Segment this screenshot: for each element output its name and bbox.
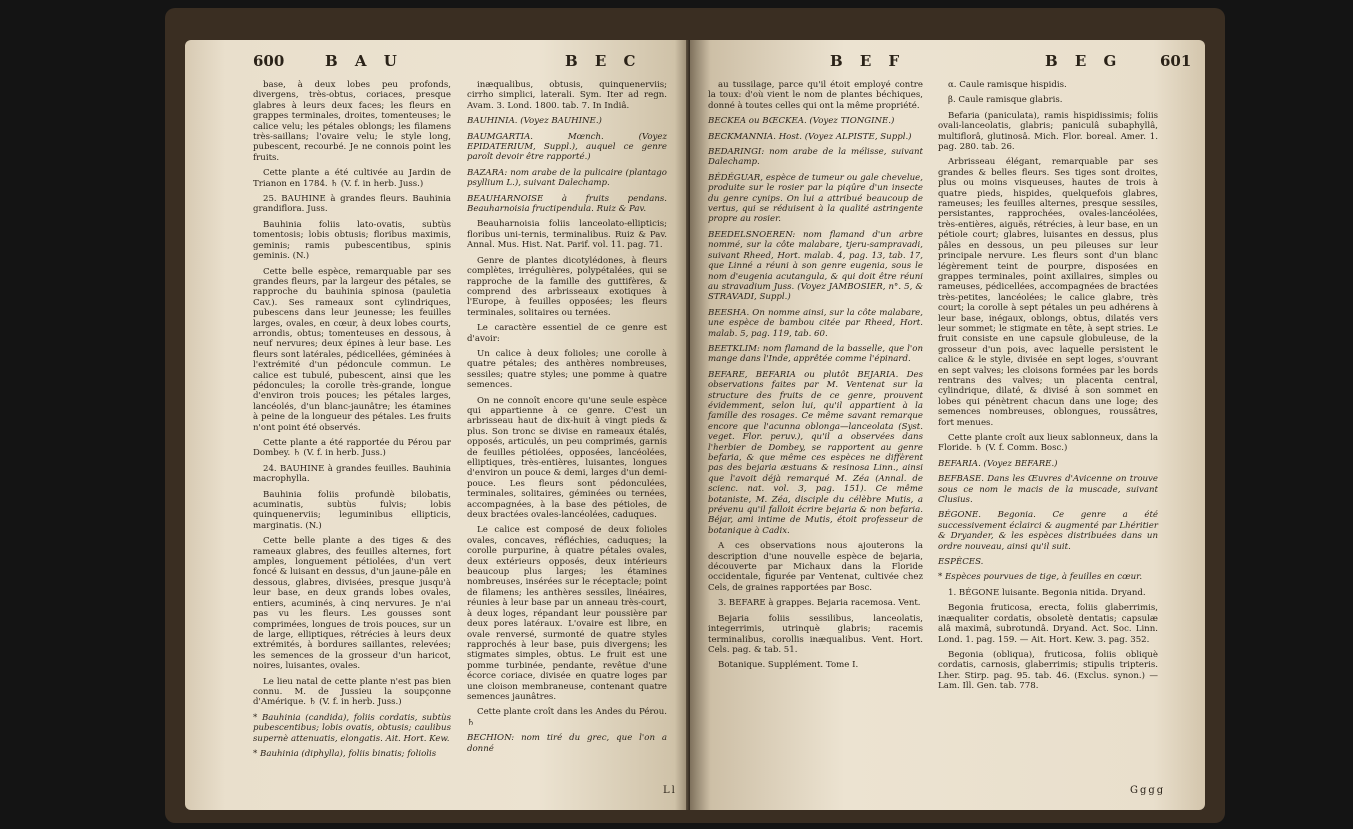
paragraph: BEFARIA. (Voyez BEFARE.)	[938, 458, 1058, 469]
right-column-2	[938, 80, 1158, 697]
paragraph: Beauharnoisia foliis lanceolato-ellipticis; floribus uni-ternis, terminalibus. Ruiz & Pav. Annal. Mus. Hist. Nat. Parif. vol. 11. pag. 71.	[467, 219, 667, 251]
paragraph: Bauhinia foliis lato-ovatis, subtùs tomentosis; lobis obtusis; floribus maximis, geminis; ramis pubescentibus, spinis geminis. (N.)	[253, 219, 451, 262]
paragraph: au tussilage, parce qu'il étoit employé contre la toux: d'où vient le nom de plantes béchiques, donné à toutes celles qui ont la même propriété.	[708, 80, 923, 111]
paragraph: Bejaria foliis sessilibus, lanceolatis, integerrimis, utrinquè glabris; racemis terminalibus, corollis inæqualibus. Vent. Hort. Cels. pag. & tab. 51.	[708, 613, 923, 655]
paragraph: BAUMGARTIA. Mœnch. (Voyez EPIDATERIUM, Suppl.), auquel ce genre paroît devoir être rapporté.)	[467, 131, 667, 163]
paragraph: inæqualibus, obtusis, quinquenerviis; cirrho simplici, laterali. Sym. Iter ad regn. Avam. 3. Lond. 1800. tab. 7. In Indiâ.	[467, 80, 667, 111]
paragraph: Cette plante croît aux lieux sablonneux, dans la Floride. ♄ (V. f. Comm. Bosc.)	[938, 433, 1158, 454]
paragraph: 25. BAUHINE à grandes fleurs. Bauhinia grandiflora. Juss.	[253, 194, 451, 215]
paragraph: A ces observations nous ajouterons la description d'une nouvelle espèce de bejaria, découverte par Michaux dans la Floride occidentale, figurée par Ventenat, cultivée chez Cels, de graines rapportées par Bosc.	[708, 541, 923, 593]
paragraph: Botanique. Supplément. Tome I.	[718, 660, 859, 671]
paragraph: Begonia fruticosa, erecta, foliis glaberrimis, inæqualiter cordatis, obsoletè dentatis; capsulæ alâ maximâ, subrotundâ. Dryand. Act. Soc. Linn. Lond. 1. pag. 159. — Ait. Hort. Kew. 3. pag. 352.	[938, 603, 1158, 645]
paragraph: Cette belle espèce, remarquable par ses grandes fleurs, par la largeur des pétales, se rapproche du bauhinia spinosa (pauletia Cav.). Ses rameaux sont cylindriques, pubescens dans leur jeunesse; les feuilles larges, ovales, en cœur, à deux lobes courts, arrondis, obtus; tomenteuses en dessous, à neuf nervures; deux épines à leur base. Les fleurs sont latérales, pédicellées, géminées à l'extrémité d'un pédoncule commun. Le calice est tubulé, pubescent, ainsi que les pédoncules; la corolle très-grande, longue d'environ trois pouces; les pétales larges, lancéolés, d'un blanc-jaunâtre; les étamines à peine de la longueur des pétales. Les fruits n'ont point été observés.	[253, 266, 451, 433]
right-running-head-left: B E F	[830, 52, 906, 70]
paragraph: Cette belle plante a des tiges & des rameaux glabres, des feuilles alternes, fort amples, longuement pétiolées, d'un vert foncé & luisant en dessus, d'un jaune-pâle en dessous, glabres, divisées, presque jusqu'à leur base, en deux grands lobes ovales, entiers, acuminés, à cinq nervures. Je n'ai pas vu les fleurs. Les gousses sont comprimées, longues de trois pouces, sur un de large, elliptiques, rétrécies à leurs deux extrémités, à bordures saillantes, relevées; les semences de la grosseur d'un haricot, noires, luisantes, ovales.	[253, 536, 451, 672]
left-running-head-right: B E C	[565, 52, 642, 70]
paragraph: BEAUHARNOISE à fruits pendans. Beauharnoisia fructipendula. Ruiz & Pav.	[467, 193, 667, 215]
left-signature: Ll	[663, 785, 677, 796]
paragraph: Befaria (paniculata), ramis hispidissimis; foliis ovali-lanceolatis, glabris; paniculâ subaphyllâ, multiflorâ, glutinosâ. Mich. Flor. boreal. Amer. 1. pag. 280. tab. 26.	[938, 110, 1158, 153]
paragraph: α. Caule ramisque hispidis.	[948, 80, 1067, 90]
paragraph: BEDARINGI: nom arabe de la mélisse, suivant Dalechamp.	[708, 147, 923, 168]
paragraph: BAZARA: nom arabe de la pulicaire (plantago psyllium L.), suivant Dalechamp.	[467, 167, 667, 189]
paragraph: BECKEA ou BŒCKEA. (Voyez TIONGINE.)	[708, 116, 895, 127]
paragraph: Le caractère essentiel de ce genre est d'avoir:	[467, 323, 667, 344]
left-running-head-left: B A U	[325, 52, 403, 70]
paragraph: On ne connoît encore qu'une seule espèce qui appartienne à ce genre. C'est un arbrisseau haut de dix-huit à vingt pieds & plus. Son tronc se divise en rameaux étalés, opposés, articulés, un peu comprimés, garnis de feuilles pétiolées, opposées, lancéolées, elliptiques, très-entières, luisantes, longues d'environ un pouce & demi, larges d'un demi-pouce. Les fleurs sont pédonculées, terminales, solitaires, géminées ou ternées, accompagnées, à la base des pétioles, de deux bractées ovales-lancéolées, caduques.	[467, 395, 667, 521]
paragraph: BÉGONE. Begonia. Ce genre a été successivement éclairci & augmenté par Lhéritier & Dryander, & les espèces distribuées dans un ordre nouveau, ainsi qu'il suit.	[938, 510, 1158, 552]
paragraph: BECKMANNIA. Host. (Voyez ALPISTE, Suppl.)	[708, 131, 912, 142]
paragraph: 3. BEFARE à grappes. Bejaria racemosa. Vent.	[718, 598, 921, 609]
left-column-1	[253, 80, 451, 764]
paragraph: BEFBASE. Dans les Œuvres d'Avicenne on trouve sous ce nom le macis de la muscade, suivant Clusius.	[938, 474, 1158, 506]
paragraph: BEETKLIM: nom flamand de la basselle, que l'on mange dans l'Inde, apprêtée comme l'épinard.	[708, 343, 923, 365]
paragraph: Un calice à deux folioles; une corolle à quatre pétales; des anthères nombreuses, sessiles; quatre styles; une pomme à quatre semences.	[467, 348, 667, 391]
left-page-number: 600	[253, 52, 285, 70]
paragraph: Cette plante croît dans les Andes du Pérou. ♄	[467, 707, 667, 728]
paragraph: BECHION: nom tiré du grec, que l'on a donné	[467, 733, 667, 754]
right-column-1	[708, 80, 923, 676]
left-column-2	[467, 80, 667, 759]
paragraph: * Bauhinia (candida), foliis cordatis, subtùs pubescentibus; lobis ovatis, obtusis; caulibus supernè attenuatis, elongatis. Ait. Hort. Kew.	[253, 712, 451, 744]
paragraph: base, à deux lobes peu profonds, divergens, très-obtus, coriaces, presque glabres à leurs deux faces; les fleurs en grappes terminales, droites, tomenteuses; le calice velu; les pétales oblongs; les filamens très-saillans; l'ovaire velu; le style long, pubescent, recourbé. Je ne connois point les fruits.	[253, 80, 451, 163]
paragraph: Genre de plantes dicotylédones, à fleurs complètes, irrégulières, polypétalées, qui se rapproche de la famille des guttifères, & comprend des arbrisseaux exotiques à l'Europe, à feuilles opposées; les fleurs terminales, solitaires ou ternées.	[467, 255, 667, 318]
right-running-head-right: B E G	[1045, 52, 1123, 70]
paragraph: BÉDÉGUAR, espèce de tumeur ou gale chevelue, produite sur le rosier par la piqûre d'un insecte du genre cynips. On lui a attribué beaucoup de vertus, qui se réduisent à la qualité astringente propre au rosier.	[708, 172, 923, 225]
paragraph: Arbrisseau élégant, remarquable par ses grandes & belles fleurs. Ses tiges sont droites, plus ou moins visqueuses, hautes de trois à quatre pieds, hispides, quelquefois glabres, rameuses; les feuilles alternes, presque sessiles, persistantes, rapprochées, ovales-lancéolées, très-entières, aiguës, rétrécies, à leur base, en un pétiole court; glabres, luisantes en dessus, plus pâles en dessous, un peu pileuses sur leur principale nervure. Les fleurs sont d'un blanc légèrement teint de pourpre, disposées en grappes terminales, point axillaires, simples ou rameuses, pédicellées, accompagnées de bractées très-petites, lancéolées; le calice glabre, très court; la corolle à sept pétales un peu adhérens à leur base, inégaux, oblongs, obtus, dilatés vers leur sommet; le stigmate en tête, à sept stries. Le fruit consiste en une capsule globuleuse, de la grosseur d'un pois, avec laquelle persistent le calice & le style, divisée en sept loges, s'ouvrant en sept valves; les cloisons formées par les bords rentrans des valves; un placenta central, cylindrique, dilaté, & divisé à son sommet en lobes qui pénètrent chacun dans une loge; des semences nombreuses, oblongues, roussâtres, fort menues.	[938, 157, 1158, 428]
paragraph: Bauhinia foliis profundè bilobatis, acuminatis, subtùs fulvis; lobis quinquenerviis; leguminibus ellipticis, marginatis. (N.)	[253, 489, 451, 531]
paragraph: Begonia (obliqua), fruticosa, foliis obliquè cordatis, carnosis, glaberrimis; stipulis tripteris. Lher. Stirp. pag. 95. tab. 46. (Exclus. synon.) — Lam. Ill. Gen. tab. 778.	[938, 649, 1158, 692]
paragraph: BEEDELSNOEREN: nom flamand d'un arbre nommé, sur la côte malabare, tjeru-sampravadi, suivant Rheed, Hort. malab. 4, pag. 13, tab. 17, que Linné a réuni à son genre eugenia, sous le nom d'eugenia acutangula, & qui doit être réuni au stravadium Juss. (Voyez JAMBOSIER, n°. 5, & STRAVADI, Suppl.)	[708, 229, 923, 303]
paragraph: Le calice est composé de deux folioles ovales, concaves, réfléchies, caduques; la corolle purpurine, à quatre pétales ovales, deux extérieurs opposés, deux intérieurs beaucoup plus larges; les étamines nombreuses, insérées sur le réceptacle; point de filamens; les anthères sessiles, linéaires, réunies à leur base par un anneau très-court, à deux loges, répandant leur poussière par deux pores latéraux. L'ovaire est libre, en ovale renversé, surmonté de quatre styles rapprochés à leur base, puis divergens; les stigmates simples, obtus. Le fruit est une pomme turbinée, pendante, revêtue d'une écorce coriace, divisée en quatre loges par une cloison membraneuse, contenant quatre semences jaunâtres.	[467, 525, 667, 702]
paragraph: BEESHA. On nomme ainsi, sur la côte malabare, une espèce de bambou citée par Rheed, Hort. malab. 5, pag. 119, tab. 60.	[708, 307, 923, 339]
paragraph: BAUHINIA. (Voyez BAUHINE.)	[467, 116, 602, 127]
paragraph: * Bauhinia (diphylla), foliis binatis; foliolis	[253, 748, 437, 759]
right-page-number: 601	[1160, 52, 1192, 70]
paragraph: Le lieu natal de cette plante n'est pas bien connu. M. de Jussieu la soupçonne d'Amérique. ♄ (V. f. in herb. Juss.)	[253, 676, 451, 708]
paragraph: BEFARE, BEFARIA ou plutôt BEJARIA. Des observations faites par M. Ventenat sur la structure des fruits de ce genre, prouvent évidemment, selon lui, qu'il appartient à la famille des rosages. Ce même savant remarque encore que l'acunna oblonga—lanceolata (Syst. veget. Flor. peruv.), qu'il a observées dans l'herbier de Dombey, se rapportent au genre befaria, & que même ces espèces ne diffèrent pas des bejaria æstuans & resinosa Linn., ainsi que l'avoit déjà remarqué M. Zéa (Annal. de scienc. nat. vol. 3, pag. 151). Ce même botaniste, M. Zéa, disciple du célèbre Mutis, a prévenu qu'il falloit écrire bejaria & non befaria. Béjar, ami intime de Mutis, étoit professeur de botanique à Cadix.	[708, 369, 923, 536]
paragraph: 24. BAUHINE à grandes feuilles. Bauhinia macrophylla.	[253, 463, 451, 485]
left-page	[185, 40, 690, 810]
paragraph: β. Caule ramisque glabris.	[948, 95, 1063, 106]
paragraph: ESPÈCES.	[938, 557, 984, 568]
paragraph: * Espèces pourvues de tige, à feuilles en cœur.	[938, 572, 1143, 583]
paragraph: Cette plante a été rapportée du Pérou par Dombey. ♄ (V. f. in herb. Juss.)	[253, 438, 451, 459]
paragraph: 1. BÉGONE luisante. Begonia nitida. Dryand.	[948, 587, 1146, 598]
right-signature: Gggg	[1130, 785, 1166, 796]
paragraph: Cette plante a été cultivée au Jardin de Trianon en 1784. ♄ (V. f. in herb. Juss.)	[253, 168, 451, 189]
right-page	[690, 40, 1205, 810]
